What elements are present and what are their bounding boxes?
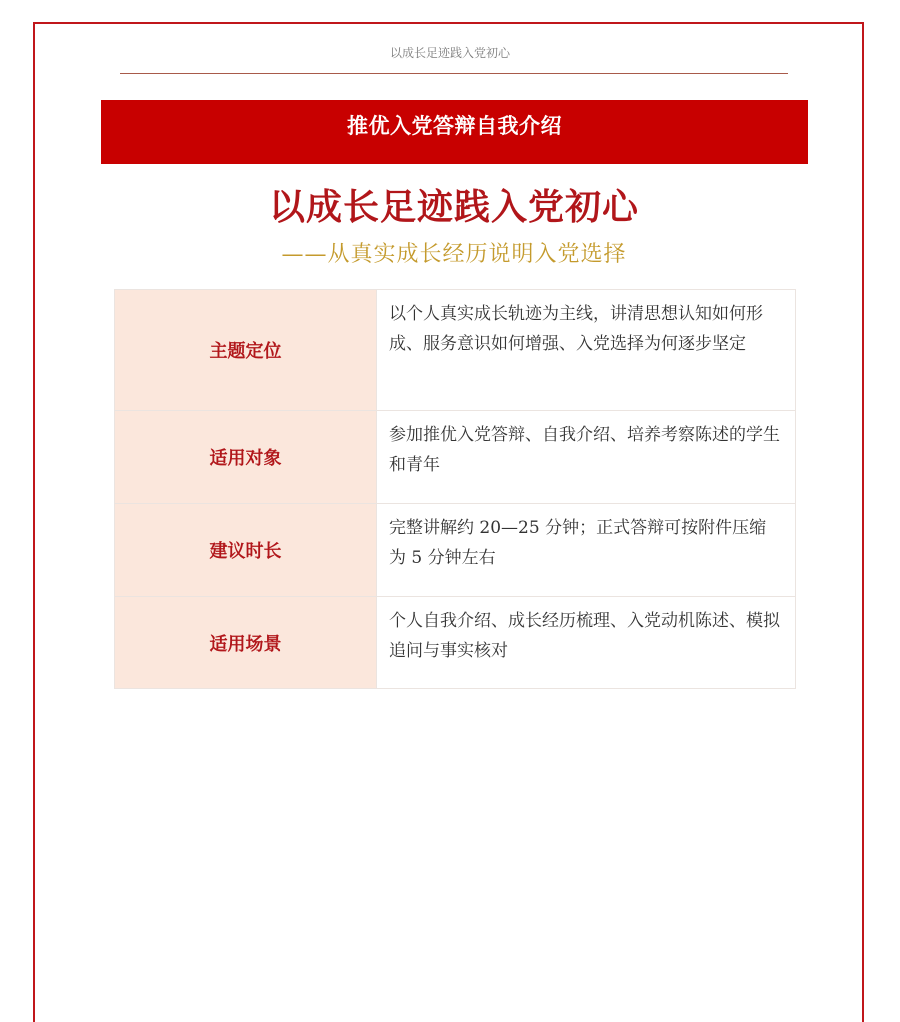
banner (101, 100, 808, 164)
row-label: 建议时长 (115, 504, 377, 597)
table-row (115, 504, 796, 597)
row-value: 个人自我介绍、成长经历梳理、入党动机陈述、模拟追问与事实核对 (377, 597, 796, 689)
subtitle: ——从真实成长经历说明入党选择 (281, 242, 627, 267)
row-label: 主题定位 (115, 290, 377, 411)
table-row (115, 411, 796, 504)
running-header: 以成长足迹践入党初心 (389, 46, 510, 60)
row-value: 参加推优入党答辩、自我介绍、培养考察陈述的学生和青年 (377, 411, 796, 504)
main-title: 以成长足迹践入党初心 (268, 187, 639, 228)
table-row (115, 597, 796, 689)
table-row (115, 290, 796, 411)
header-rule (120, 73, 788, 74)
info-table (114, 289, 796, 689)
banner-text: 推优入党答辩自我介绍 (347, 114, 562, 138)
row-value: 完整讲解约 20—25 分钟；正式答辩可按附件压缩为 5 分钟左右 (377, 504, 796, 597)
row-label: 适用对象 (115, 411, 377, 504)
row-value: 以个人真实成长轨迹为主线，讲清思想认知如何形成、服务意识如何增强、入党选择为何逐步坚定 (377, 290, 796, 411)
row-label: 适用场景 (115, 597, 377, 689)
